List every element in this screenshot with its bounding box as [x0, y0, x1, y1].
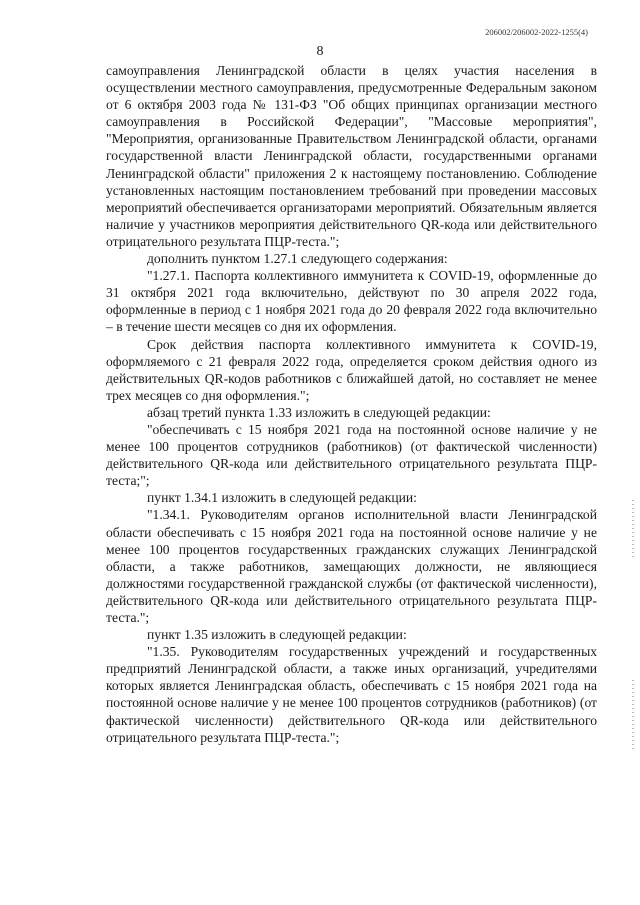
paragraph-6: пункт 1.34.1 изложить в следующей редакции: — [147, 490, 417, 506]
page-number: 8 — [316, 44, 324, 59]
paragraph-8: пункт 1.35 изложить в следующей редакции: — [147, 627, 407, 643]
document-body — [106, 62, 597, 746]
scan-edge-mark — [632, 500, 634, 560]
paragraph-7: "1.34.1. Руководителям органов исполнительной власти Ленинградской области обеспечивать с 15 ноября 2021 года на постоянной основе наличие у не менее 100 процентов государственных гражданских служащих Ленинградской области, а также работников, замещающих должности, не являющиеся должностями государственной гражданской службы (от фактической численности), действительного QR-кода или действительного отрицательного результата ПЦР-теста."; — [106, 507, 597, 625]
scan-edge-mark — [632, 680, 634, 750]
paragraph-3: Срок действия паспорта коллективного иммунитета к COVID-19, оформляемого с 21 февраля 2022 года, определяется сроком действия одного из действительных QR-кодов работников с ближайшей датой, но составляет не менее трех месяцев со дня оформления."; — [106, 336, 597, 403]
paragraph-1: дополнить пунктом 1.27.1 следующего содержания: — [147, 251, 448, 267]
document-id: 206002/206002-2022-1255(4) — [485, 27, 588, 37]
paragraph-5: "обеспечивать с 15 ноября 2021 года на постоянной основе наличие у не менее 100 процентов сотрудников (работников) (от фактической численности) действительного QR-кода или действительного отрицательного результата ПЦР-теста;"; — [106, 421, 597, 489]
paragraph-4: абзац третий пункта 1.33 изложить в следующей редакции: — [147, 404, 491, 420]
paragraph-9: "1.35. Руководителям государственных учреждений и государственных предприятий Ленинградской области, а также иных организаций, учредителями которых является Ленинградская область, обеспечивать с 15 ноября 2021 года на постоянной основе наличие у не менее 100 процентов сотрудников (работников) (от фактической численности) действительного QR-кода или действительного отрицательного результата ПЦР-теста."; — [106, 644, 597, 745]
paragraph-2: "1.27.1. Паспорта коллективного иммунитета к COVID-19, оформленные до 31 октября 2021 года включительно, действуют по 30 апреля 2022 года, оформленные в период с 1 ноября 2021 года до 20 февраля 2022 года включительно – в течение шести месяцев со дня их оформления. — [106, 268, 597, 335]
paragraph-0: самоуправления Ленинградской области в целях участия населения в осуществлении местного самоуправления, предусмотренные Федеральным законом от 6 октября 2003 года № 131-ФЗ "Об общих принципах организации местного самоуправления в Российской Федерации", "Массовые мероприятия", "Мероприятия, организованные Правительством Ленинградской области, органами государственной власти Ленинградской области, государственными органами Ленинградской области" приложения 2 к настоящему постановлению. Соблюдение установленных настоящим постановлением требований при проведении массовых мероприятий обеспечивается организаторами мероприятий. Обязательным является наличие у участников мероприятия действительного QR-кода или действительного отрицательного результата ПЦР-теста."; — [106, 63, 597, 249]
